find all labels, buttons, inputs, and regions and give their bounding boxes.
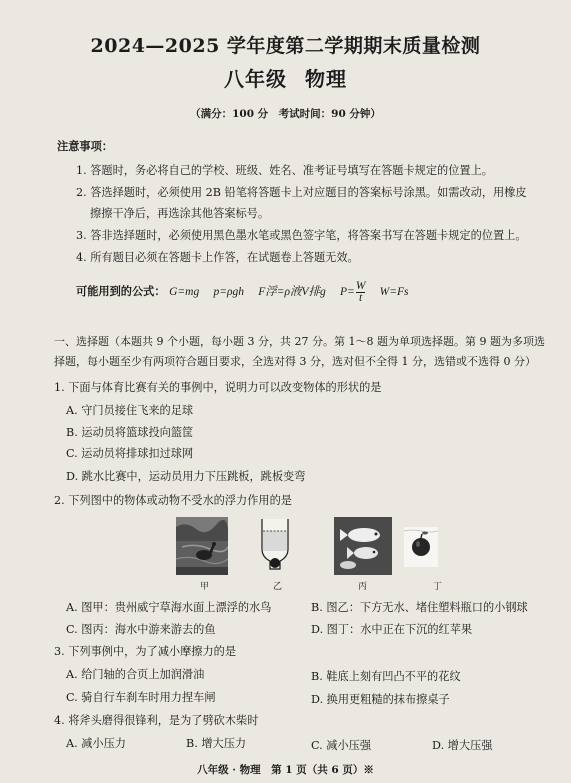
- q3-option-d: D. 换用更粗糙的抹布擦桌子: [311, 693, 450, 706]
- formula-label: 可能用到的公式：: [76, 284, 166, 299]
- q2-option-c: C. 图丙：海水中游来游去的鱼: [66, 623, 216, 636]
- note-item-2: 2. 答选择题时，必须使用 2B 铅笔将答题卡上对应题目的答案标号涂黑。如需改动，用橡皮: [76, 186, 527, 199]
- formula-buoyancy: F浮=ρ液V排g: [258, 286, 326, 299]
- q3-stem: 3. 下列事例中，为了减小摩擦力的是: [54, 645, 237, 658]
- formula-gravity: G=mg: [169, 286, 200, 299]
- section1-intro-2: 择题，每小题至少有两项符合题目要求，全选对得 3 分，选对但不全得 1 分，选错或不选得 0 分）: [54, 355, 536, 368]
- figure-ding-apple: [404, 517, 438, 575]
- figure-bing-fish: [334, 517, 392, 575]
- q2-option-b: B. 图乙：下方无水、堵住塑料瓶口的小钢球: [311, 601, 528, 614]
- figure-jia-waterbird: [176, 517, 228, 575]
- exam-title: 2024—2025 学年度第二学期期末质量检测: [90, 35, 481, 57]
- q1-option-c: C. 运动员将排球扣过球网: [66, 447, 194, 460]
- figure-label-bing: 丙: [358, 582, 368, 592]
- score-info: （满分：100 分 考试时间：90 分钟）: [190, 108, 381, 120]
- q1-option-d: D. 跳水比赛中，运动员用力下压跳板，跳板变弯: [66, 470, 306, 483]
- section1-intro-1: 一、选择题（本题共 9 个小题，每小题 3 分，共 27 分。第 1～8 题为单项选择题。第 9 题为多项选: [54, 335, 545, 348]
- q3-option-a: A. 给门轴的合页上加润滑油: [66, 668, 205, 681]
- subject-label: 物理: [305, 67, 347, 91]
- figure-label-ding: 丁: [433, 582, 443, 592]
- formula-pressure: p=ρgh: [213, 286, 244, 299]
- q1-stem: 1. 下面与体育比赛有关的事例中，说明力可以改变物体的形状的是: [54, 381, 382, 394]
- formula-work: W=Fs: [379, 286, 409, 299]
- formula-power: P= $\frac{W}{t}$: [340, 280, 366, 304]
- q4-option-d: D. 增大压强: [432, 739, 493, 752]
- q1-option-b: B. 运动员将篮球投向篮筐: [66, 426, 194, 439]
- q2-stem: 2. 下列图中的物体或动物不受水的浮力作用的是: [54, 494, 292, 507]
- note-item-4: 4. 所有题目必须在答题卡上作答，在试题卷上答题无效。: [76, 251, 359, 264]
- page-footer: 八年级 · 物理 第 1 页（共 6 页）※: [197, 764, 374, 776]
- formula-power-numerator: W: [355, 280, 366, 292]
- q1-option-a: A. 守门员接住飞来的足球: [66, 404, 194, 417]
- note-item-1: 1. 答题时，务必将自己的学校、班级、姓名、准考证号填写在答题卡规定的位置上。: [76, 164, 493, 177]
- formula-line: [76, 281, 409, 304]
- figure-yi-bottle-ball: [258, 517, 292, 575]
- figure-label-yi: 乙: [273, 582, 283, 592]
- q4-option-a: A. 减小压力: [66, 737, 126, 750]
- q2-option-a: A. 图甲：贵州威宁草海水面上漂浮的水鸟: [66, 601, 272, 614]
- note-item-2-cont: 擦擦干净后，再选涂其他答案标号。: [90, 207, 270, 220]
- q4-stem: 4. 将斧头磨得很锋利，是为了劈砍木柴时: [54, 714, 259, 727]
- q4-option-c: C. 减小压强: [311, 739, 372, 752]
- formula-power-denominator: t: [359, 292, 363, 304]
- q4-option-b: B. 增大压力: [186, 737, 247, 750]
- exam-subtitle: [0, 63, 571, 92]
- note-item-3: 3. 答非选择题时，必须使用黑色墨水笔或黑色签字笔，将答案书写在答题卡规定的位置上。: [76, 229, 527, 242]
- grade-label: 八年级: [224, 67, 287, 91]
- q3-option-c: C. 骑自行车刹车时用力捏车闸: [66, 691, 216, 704]
- q3-option-b: B. 鞋底上刻有凹凸不平的花纹: [311, 670, 461, 683]
- q2-option-d: D. 图丁：水中正在下沉的红苹果: [311, 623, 473, 636]
- notes-heading: 注意事项：: [57, 139, 113, 153]
- figure-label-jia: 甲: [200, 582, 210, 592]
